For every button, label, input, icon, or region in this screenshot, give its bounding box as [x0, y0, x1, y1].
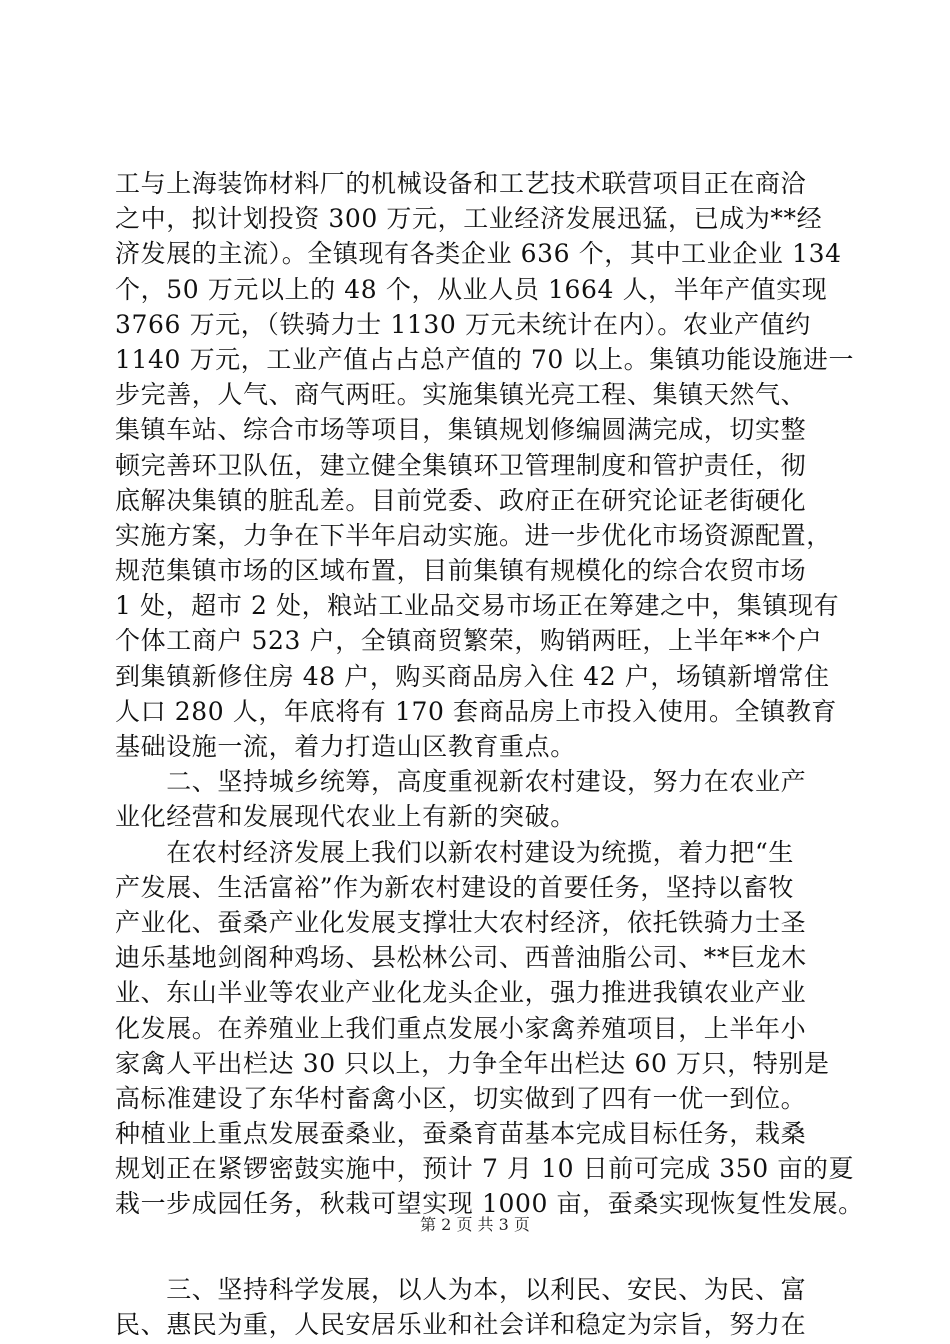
text-line: 集镇车站、综合市场等项目，集镇规划修编圆满完成，切实整 — [115, 415, 807, 445]
text-line: 济发展的主流）。全镇现有各类企业 636 个，其中工业企业 134 — [115, 239, 842, 269]
text-line: 工与上海装饰材料厂的机械设备和工艺技术联营项目正在商洽 — [115, 169, 807, 198]
text-line: 种植业上重点发展蚕桑业，蚕桑育苗基本完成目标任务，栽桑 — [115, 1119, 807, 1149]
text-line: 步完善，人气、商气两旺。实施集镇光亮工程、集镇天然气、 — [115, 380, 807, 410]
text-line: 个体工商户 523 户，全镇商贸繁荣，购销两旺，上半年**个户 — [115, 626, 823, 656]
text-line: 到集镇新修住房 48 户，购买商品房入住 42 户，场镇新增常住 — [115, 661, 830, 691]
text-line: 家禽人平出栏达 30 只以上，力争全年出栏达 60 万只，特别是 — [115, 1048, 830, 1078]
text-line: 迪乐基地剑阁种鸡场、县松林公司、西普油脂公司、**巨龙木 — [115, 943, 807, 973]
text-line: 在农村经济发展上我们以新农村建设为统揽，着力把“生 — [115, 837, 794, 867]
text-line: 栽一步成园任务，秋栽可望实现 1000 亩，蚕桑实现恢复性发展。 — [115, 1189, 864, 1219]
text-line: 规划正在紧锣密鼓实施中，预计 7 月 10 日前可完成 350 亩的夏 — [115, 1154, 855, 1184]
section-heading-line: 业化经营和发展现代农业上有新的突破。 — [115, 802, 576, 832]
text-line: 个，50 万元以上的 48 个，从业人员 1664 人，半年产值实现 — [115, 274, 828, 304]
text-line: 化发展。在养殖业上我们重点发展小家禽养殖项目，上半年小 — [115, 1013, 807, 1043]
text-line: 底解决集镇的脏乱差。目前党委、政府正在研究论证老街硬化 — [115, 485, 807, 515]
text-line: 人口 280 人，年底将有 170 套商品房上市投入使用。全镇教育 — [115, 696, 838, 726]
text-line: 实施方案，力争在下半年启动实施。进一步优化市场资源配置， — [115, 520, 832, 550]
text-line: 规范集镇市场的区域布置，目前集镇有规模化的综合农贸市场 — [115, 556, 807, 586]
text-line: 顿完善环卫队伍，建立健全集镇环卫管理制度和管护责任，彻 — [115, 450, 807, 480]
section-heading-line: 二、坚持城乡统筹，高度重视新农村建设，努力在农业产 — [115, 767, 807, 797]
text-line: 产业化、蚕桑产业化发展支撑壮大农村经济，依托铁骑力士圣 — [115, 907, 807, 937]
text-line: 高标准建设了东华村畜禽小区，切实做到了四有一优一到位。 — [115, 1083, 807, 1113]
text-line: 1140 万元，工业产值占占总产值的 70 以上。集镇功能设施进一 — [115, 344, 855, 374]
text-line: 3766 万元，（铁骑力士 1130 万元未统计在内）。农业产值约 — [115, 309, 811, 339]
document-body — [115, 166, 864, 1342]
text-line: 民、惠民为重，人民安居乐业和社会详和稳定为宗旨，努力在 — [115, 1309, 807, 1339]
text-line: 业、东山半业等农业产业化龙头企业，强力推进我镇农业产业 — [115, 978, 807, 1008]
page-number-footer: 第 2 页 共 3 页 — [420, 1215, 530, 1234]
text-line: 产发展、生活富裕”作为新农村建设的首要任务，坚持以畜牧 — [115, 872, 794, 902]
text-line: 1 处，超市 2 处，粮站工业品交易市场正在筹建之中，集镇现有 — [115, 591, 840, 621]
text-line: 基础设施一流，着力打造山区教育重点。 — [115, 732, 576, 761]
text-line: 之中，拟计划投资 300 万元，工业经济发展迅猛，已成为**经 — [115, 204, 823, 234]
section-heading-line: 三、坚持科学发展，以人为本，以利民、安民、为民、富 — [115, 1274, 807, 1304]
